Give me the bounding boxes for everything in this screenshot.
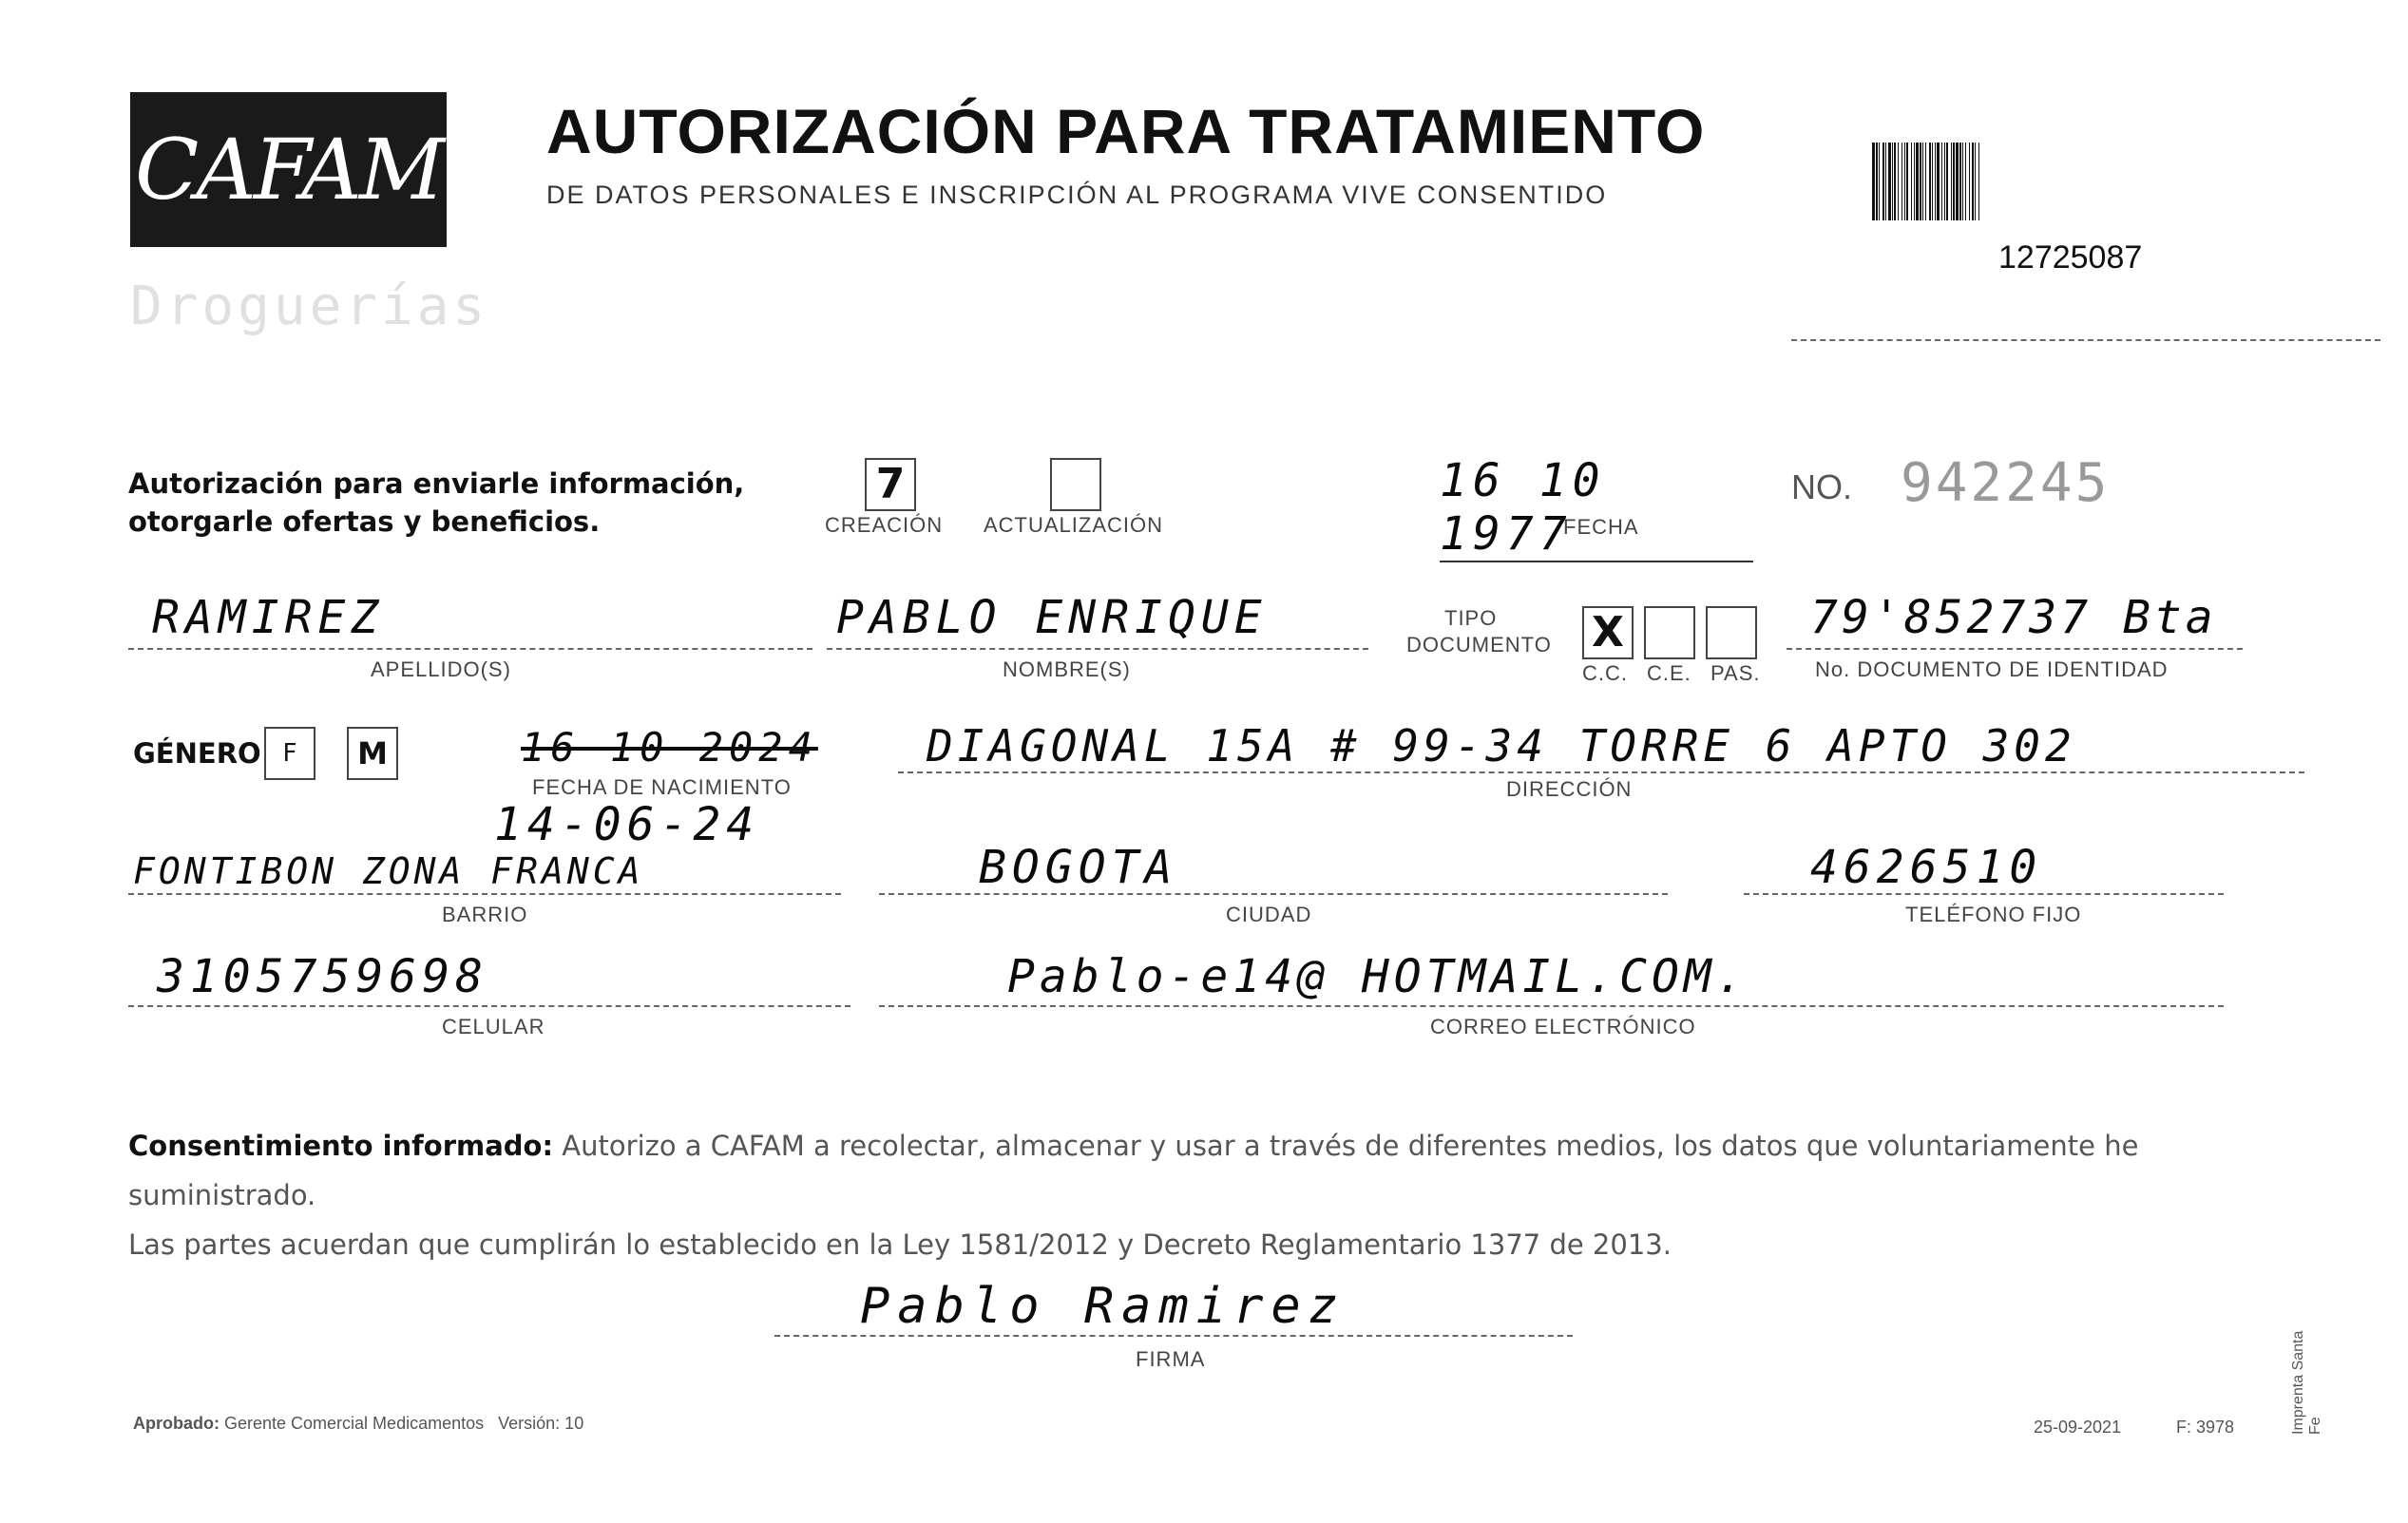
ciudad-label: CIUDAD [1226,903,1312,926]
telefono-line [1744,893,2224,895]
telefono-label: TELÉFONO FIJO [1905,903,2082,926]
actualizacion-label: ACTUALIZACIÓN [984,513,1164,537]
nombres-label: NOMBRE(S) [1003,657,1131,681]
direccion-value: DIAGONAL 15A # 99-34 TORRE 6 APTO 302 [927,720,2076,771]
direccion-label: DIRECCIÓN [1506,777,1633,801]
signature-label: FIRMA [1136,1347,1206,1371]
barcode [1872,143,2252,220]
barcode-bar [1979,143,1981,220]
correo-line [879,1005,2224,1007]
intro-line-2: otorgarle ofertas y beneficios. [128,505,601,538]
doc-value: 79'852737 Bta [1810,591,2217,644]
genero-label: GÉNERO [133,737,261,770]
nombres-line [827,648,1368,650]
doc-label: No. DOCUMENTO DE IDENTIDAD [1815,657,2169,681]
telefono-value: 4626510 [1810,841,2043,894]
actualizacion-checkbox[interactable] [1050,458,1101,511]
genero-m-checkbox[interactable] [347,727,398,780]
logo-subtitle: Droguerías [130,276,489,337]
footer-date-code: 25-09-2021 [2034,1418,2122,1437]
nacimiento-struck: 16 10 2024 [521,724,818,771]
version: Versión: 10 [498,1414,584,1433]
ciudad-value: BOGOTA [979,841,1178,894]
apellidos-label: APELLIDO(S) [371,657,511,681]
intro-line-1: Autorización para enviarle información, [128,467,745,500]
nacimiento-label: FECHA DE NACIMIENTO [532,775,792,799]
no-label: NO. [1791,467,1853,506]
barrio-line [128,893,841,895]
creacion-checkbox[interactable] [865,458,916,511]
barcode-number: 12725087 [1998,239,2143,276]
apellidos-value: RAMIREZ [152,591,385,644]
tipo-doc-label-1: TIPO [1444,606,1498,630]
consent-heading: Consentimiento informado: [128,1130,554,1162]
genero-m-letter: M [357,735,388,771]
creacion-mark: 7 [875,460,906,508]
logo-text: CAFAM [135,121,442,219]
no-value: 942245 [1901,452,2111,514]
consent-paragraph [128,1121,2238,1269]
signature-line [774,1335,1573,1337]
pas-checkbox[interactable] [1706,606,1757,659]
aprobado-value: Gerente Comercial Medicamentos [224,1414,485,1433]
footer-approval [133,1414,583,1434]
doc-line [1787,648,2243,650]
creacion-label: CREACIÓN [825,513,944,537]
fecha-label: FECHA [1563,515,1639,539]
cc-label: C.C. [1582,661,1628,685]
page-title: AUTORIZACIÓN PARA TRATAMIENTO [546,96,1706,166]
direccion-line [898,771,2304,773]
pas-label: PAS. [1710,661,1761,685]
printer-credit: Imprenta Santa Fe [2290,1330,2323,1435]
celular-line [128,1005,850,1007]
cc-checkbox[interactable] [1582,606,1634,659]
nacimiento-value: 14-06-24 [494,798,760,851]
tipo-doc-label-2: DOCUMENTO [1406,633,1552,657]
divider [1791,339,2380,341]
celular-value: 3105759698 [157,950,488,1003]
footer-form-code: F: 3978 [2176,1418,2235,1437]
consent-text-2: Las partes acuerdan que cumplirán lo establecido en la Ley 1581/2012 y Decreto Reglamentario 1377 de 2013. [128,1228,1672,1261]
correo-value: Pablo-e14@ HOTMAIL.COM. [1007,950,1749,1003]
signature-value: Pablo Ramirez [860,1278,1346,1335]
aprobado-label: Aprobado: [133,1414,220,1433]
correo-label: CORREO ELECTRÓNICO [1430,1015,1696,1038]
cafam-logo [130,92,447,247]
nombres-value: PABLO ENRIQUE [836,591,1268,644]
ce-label: C.E. [1647,661,1691,685]
ciudad-line [879,893,1668,895]
celular-label: CELULAR [442,1015,545,1038]
apellidos-line [128,648,812,650]
barrio-label: BARRIO [442,903,528,926]
genero-f-checkbox[interactable] [264,727,315,780]
consent-text-1: Autorizo a CAFAM a recolectar, almacenar y usar a través de diferentes medios, los datos que voluntariamente he suministrado. [128,1130,2139,1211]
cc-mark: X [1592,608,1624,657]
page-subtitle: DE DATOS PERSONALES E INSCRIPCIÓN AL PROGRAMA VIVE CONSENTIDO [546,181,1608,209]
barrio-value: FONTIBON ZONA FRANCA [133,850,644,892]
genero-f-letter: F [282,739,297,768]
ce-checkbox[interactable] [1644,606,1695,659]
fecha-value: 16 10 1977 [1440,454,1753,562]
